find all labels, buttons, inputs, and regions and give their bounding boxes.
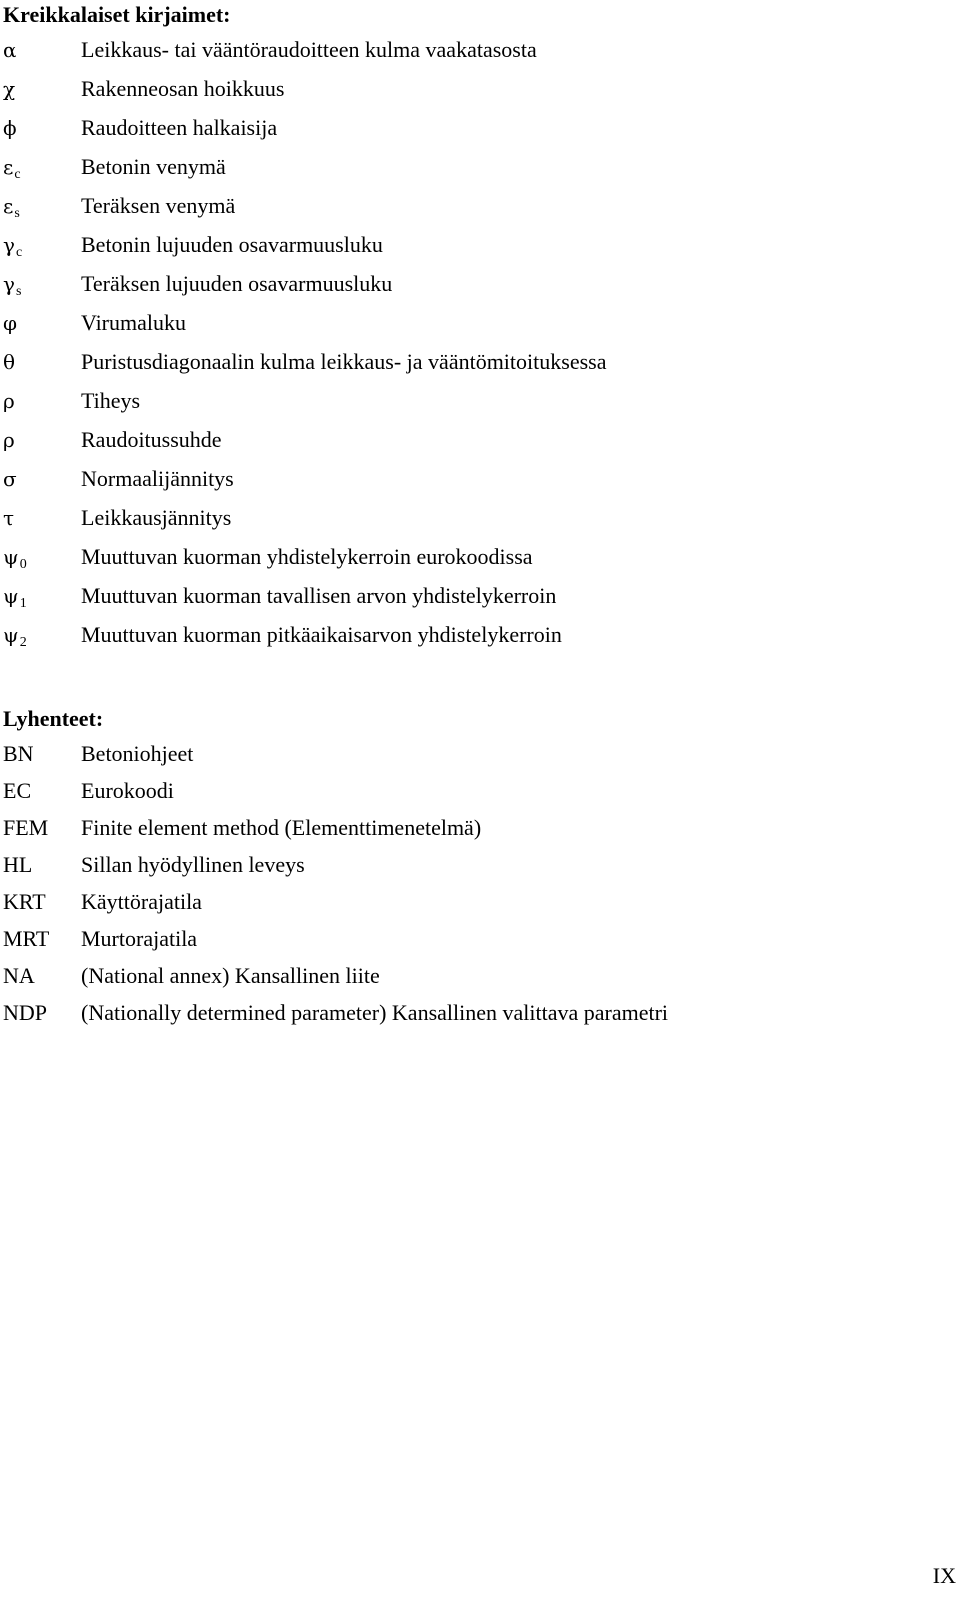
abbreviation-description: Eurokoodi (81, 778, 174, 803)
symbol-letter: ε (3, 155, 14, 179)
abbreviation-description: (Nationally determined parameter) Kansallinen valittava parametri (81, 1000, 669, 1025)
symbol-description: Muuttuvan kuorman pitkäaikaisarvon yhdistelykerroin (81, 622, 562, 647)
symbol-description: Betonin lujuuden osavarmuusluku (81, 232, 383, 257)
symbol-description: Puristusdiagonaalin kulma leikkaus- ja vääntömitoituksessa (81, 349, 607, 374)
symbol-subscript: c (14, 167, 21, 182)
symbol-letter: ρ (3, 389, 15, 413)
symbol-letter: γ (3, 272, 15, 296)
symbol-letter: ψ (3, 584, 19, 608)
symbol-subscript: 1 (19, 596, 27, 611)
page-number: IX (932, 1563, 956, 1588)
symbol (3, 269, 21, 303)
symbol-letter: ψ (3, 545, 19, 569)
abbreviation: EC (3, 778, 32, 803)
symbol-letter: φ (3, 311, 18, 335)
symbol-letter: ρ (3, 428, 15, 452)
abbreviation-description: Finite element method (Elementtimenetelmä) (81, 815, 482, 840)
symbol-subscript: s (15, 284, 22, 299)
abbreviation: KRT (3, 889, 46, 914)
symbol (3, 113, 17, 143)
symbol-subscript: 0 (19, 557, 27, 572)
abbreviation-description: Murtorajatila (81, 926, 198, 951)
symbol (3, 35, 17, 65)
abbreviation: NDP (3, 1000, 48, 1025)
symbol-letter: α (3, 38, 17, 62)
symbol-description: Raudoitussuhde (81, 427, 222, 452)
abbreviation-description: Käyttörajatila (81, 889, 202, 914)
symbol (3, 230, 22, 264)
abbreviation: FEM (3, 815, 49, 840)
symbol (3, 464, 17, 494)
symbol (3, 542, 27, 576)
symbol-letter: ε (3, 194, 14, 218)
symbol-description: Leikkausjännitys (81, 505, 232, 530)
symbol (3, 386, 15, 416)
symbol-description: Leikkaus- tai vääntöraudoitteen kulma vaakatasosta (81, 37, 537, 62)
symbol-description: Muuttuvan kuorman tavallisen arvon yhdistelykerroin (81, 583, 557, 608)
abbreviation: HL (3, 852, 33, 877)
symbol-description: Raudoitteen halkaisija (81, 115, 278, 140)
symbol-description: Virumaluku (81, 310, 186, 335)
symbol-description: Teräksen venymä (81, 193, 236, 218)
symbol-letter: ψ (3, 623, 19, 647)
symbol-letter: σ (3, 467, 17, 491)
symbol-description: Tiheys (81, 388, 141, 413)
symbol (3, 308, 17, 338)
abbreviation: MRT (3, 926, 50, 951)
symbol (3, 347, 15, 377)
symbol-letter: τ (3, 506, 15, 530)
symbol (3, 425, 15, 455)
symbol (3, 581, 27, 615)
symbol-description: Normaalijännitys (81, 466, 234, 491)
abbreviation-description: (National annex) Kansallinen liite (81, 963, 380, 988)
greek-letters-heading: Kreikkalaiset kirjaimet: (3, 2, 231, 27)
symbol-letter: θ (3, 350, 16, 374)
symbol (3, 191, 20, 225)
symbol (3, 74, 15, 104)
symbol-subscript: c (15, 245, 23, 260)
symbol-description: Betonin venymä (81, 154, 226, 179)
abbreviation-description: Betoniohjeet (81, 741, 194, 766)
symbol (3, 620, 27, 654)
symbol-letter: ϕ (3, 116, 17, 140)
symbol (3, 152, 21, 186)
abbreviation: BN (3, 741, 34, 766)
symbol-subscript: s (14, 206, 20, 221)
symbol-description: Muuttuvan kuorman yhdistelykerroin eurokoodissa (81, 544, 533, 569)
symbol-letter: γ (3, 233, 15, 257)
symbol-subscript: 2 (19, 635, 27, 650)
symbol (3, 503, 14, 533)
symbol-description: Rakenneosan hoikkuus (81, 76, 285, 101)
abbreviation: NA (3, 963, 35, 988)
symbol-description: Teräksen lujuuden osavarmuusluku (81, 271, 393, 296)
abbreviation-description: Sillan hyödyllinen leveys (81, 852, 305, 877)
abbreviations-heading: Lyhenteet: (3, 706, 104, 731)
symbol-letter: χ (3, 77, 16, 101)
